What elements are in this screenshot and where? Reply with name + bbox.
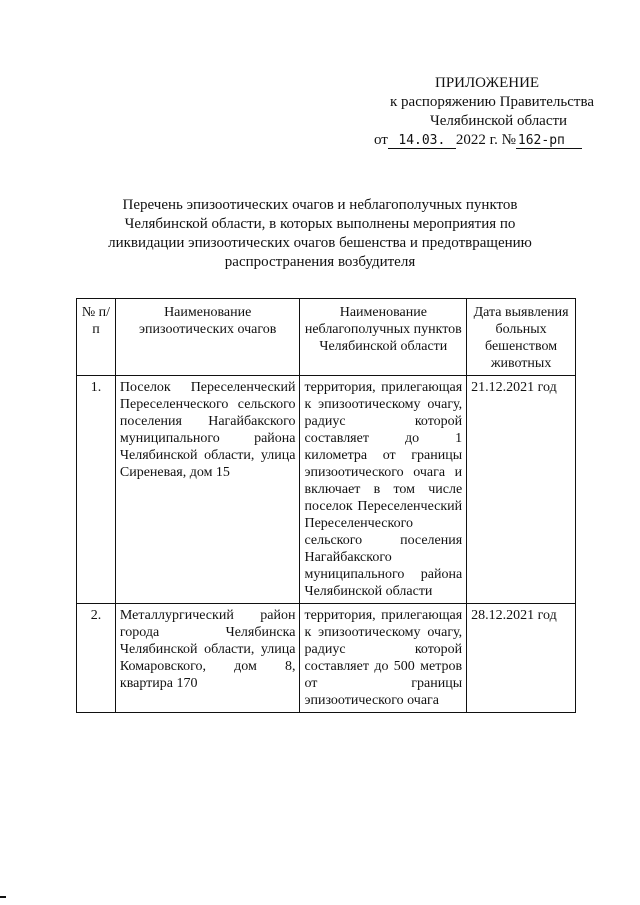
appendix-title: ПРИЛОЖЕНИЕ xyxy=(435,75,540,91)
year-text: 2022 г. № xyxy=(455,132,516,148)
date-value: 14.03. xyxy=(388,133,456,149)
row-focus: Поселок Переселенческий Переселенческого сельского поселения Нагайбакского муниципального района Челябинской области, улица Сиреневая, дом 15 xyxy=(115,376,300,604)
row-area: территория, прилегающая к эпизоотическому очагу, радиус которой составляет до 500 метров от границы эпизоотического очага xyxy=(300,604,467,713)
date-prefix: от xyxy=(374,132,388,148)
row-date: 28.12.2021 год xyxy=(467,604,576,713)
col-header-date: Дата выявления больных бешенством животных xyxy=(467,299,576,376)
appendix-header xyxy=(370,74,620,150)
table-row xyxy=(77,604,576,713)
document-title: Перечень эпизоотических очагов и неблагополучных пунктов Челябинской области, в которых выполнены мероприятия по ликвидации эпизоотических очагов бешенства и предотвращению распространения возбудителя xyxy=(108,197,532,270)
col-header-focus: Наименование эпизоотических очагов xyxy=(115,299,300,376)
order-number: 162-рп xyxy=(516,133,582,149)
table-row xyxy=(77,376,576,604)
row-number: 1. xyxy=(77,376,116,604)
appendix-order-line: к распоряжению Правительства xyxy=(390,94,595,110)
row-area: территория, прилегающая к эпизоотическому очагу, радиус которой составляет до 1 километра от границы эпизоотического очага и включает в том числе поселок Переселенческий Переселенческого сельского поселения Нагайбакского муниципального района Челябинской области xyxy=(300,376,467,604)
scan-edge-mark xyxy=(0,896,6,898)
row-focus: Металлургический район города Челябинска Челябинской области, улица Комаровского, дом 8, квартира 170 xyxy=(115,604,300,713)
appendix-region-line: Челябинской области xyxy=(430,113,568,129)
col-header-area: Наименование неблагополучных пунктов Челябинской области xyxy=(300,299,467,376)
appendix-date-line xyxy=(370,131,620,150)
row-date: 21.12.2021 год xyxy=(467,376,576,604)
row-number: 2. xyxy=(77,604,116,713)
col-header-number: № п/п xyxy=(77,299,116,376)
table-header-row xyxy=(77,299,576,376)
register-table xyxy=(76,298,576,713)
